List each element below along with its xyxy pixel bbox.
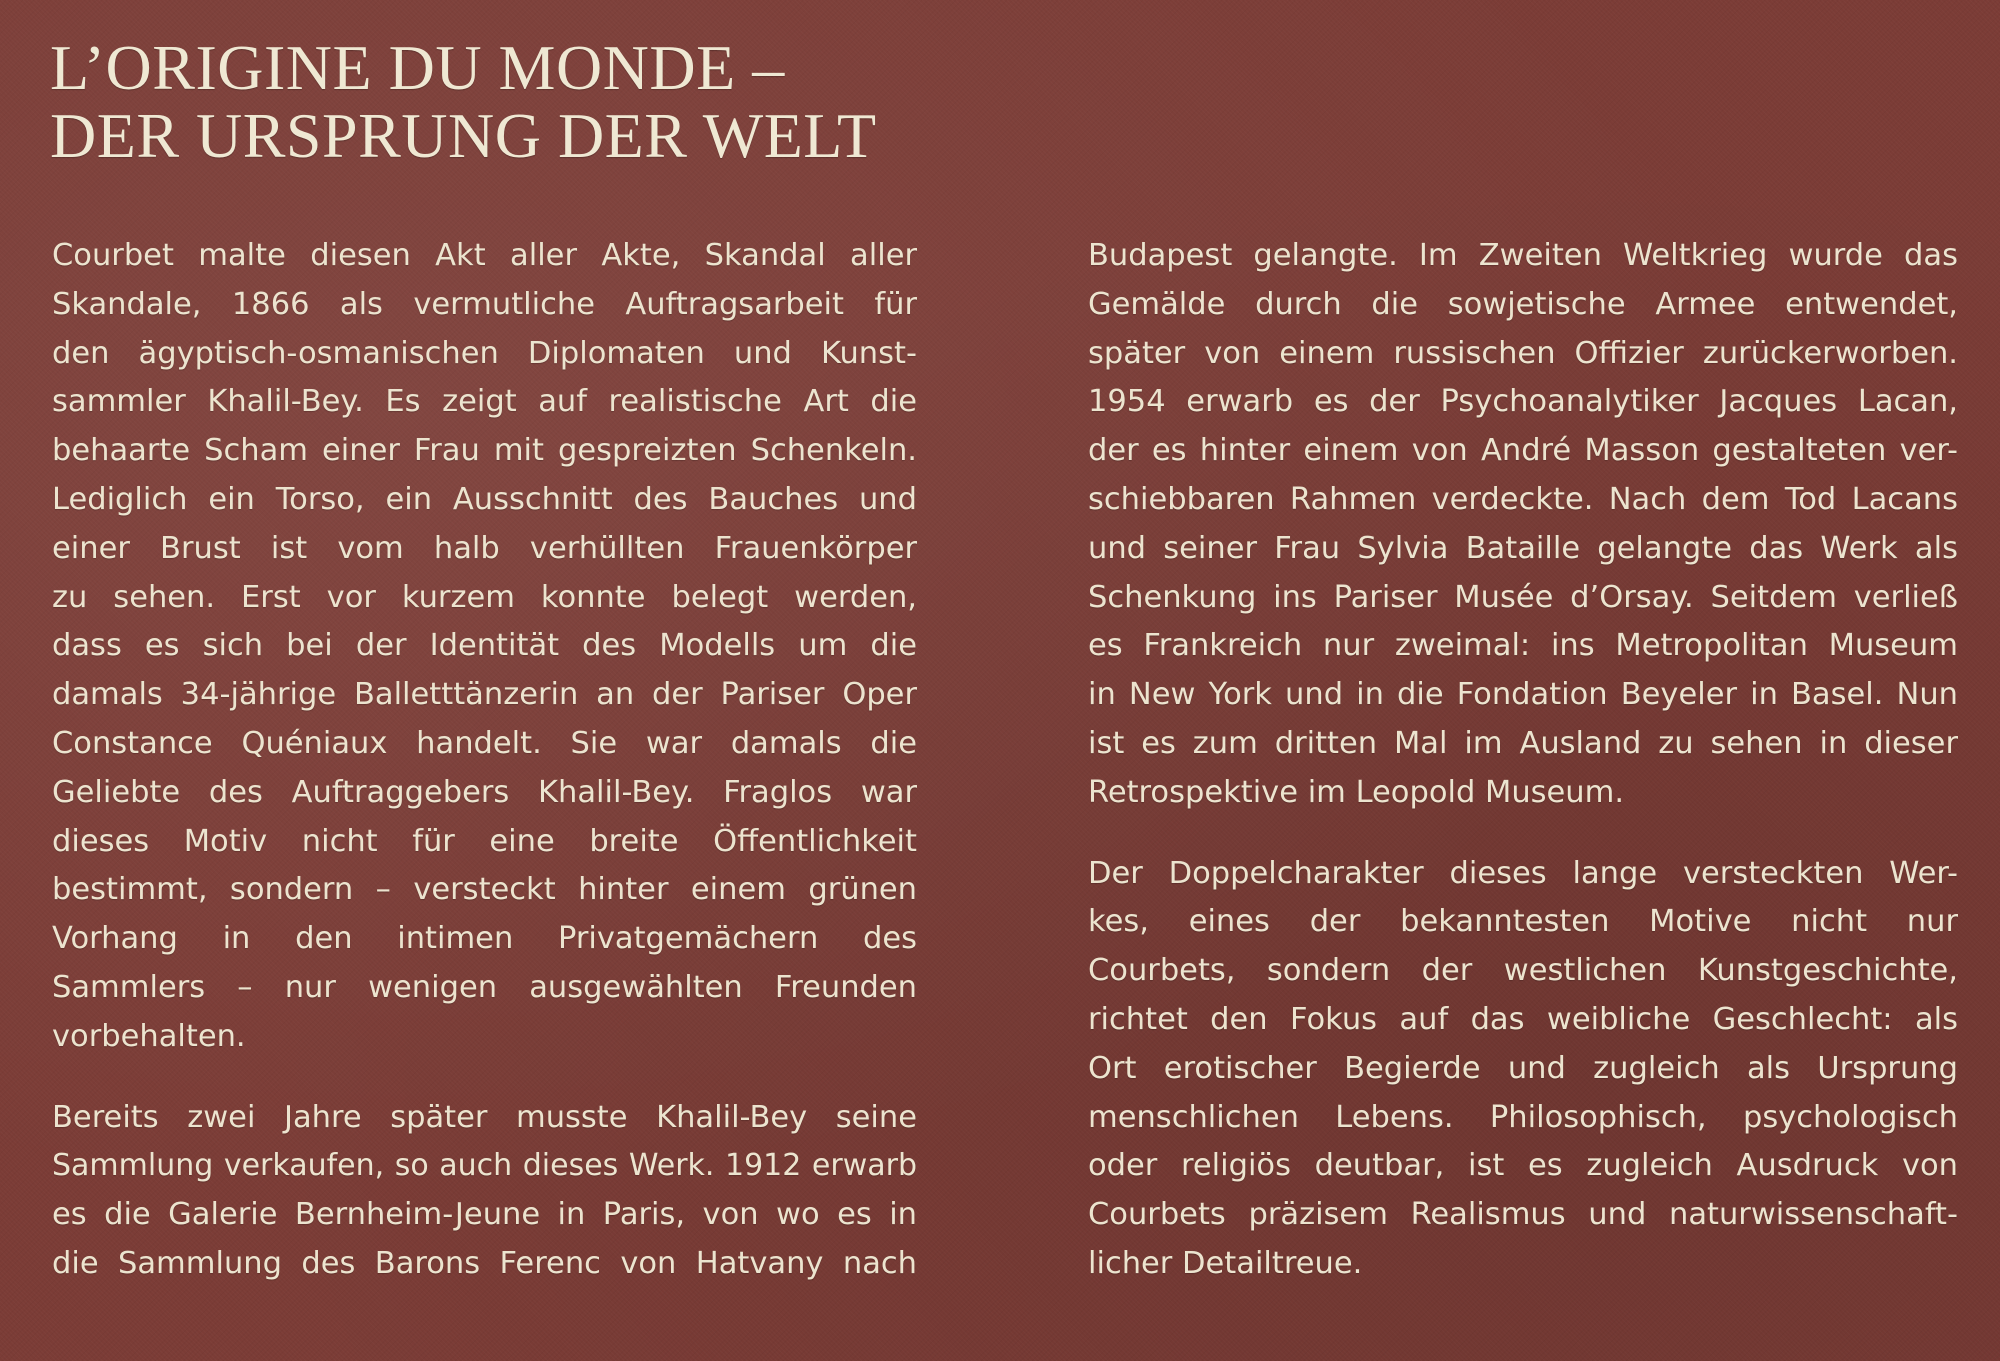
text-line: dass es sich bei der Identität des Modells um die xyxy=(52,628,917,664)
text-line: einer Brust ist vom halb verhüllten Frauenkörper xyxy=(52,530,917,566)
text-line: es die Galerie Bernheim-Jeune in Paris, von wo es in xyxy=(52,1197,917,1233)
title-line-1: L’ORIGINE DU MONDE – xyxy=(50,32,785,103)
right-column xyxy=(1088,232,1958,1321)
text-line: 1954 erwarb es der Psychoanalytiker Jacques Lacan, xyxy=(1088,384,1958,420)
text-line: Schenkung ins Pariser Musée d’Orsay. Seitdem verließ xyxy=(1088,579,1958,615)
text-line: Sammlung verkaufen, so auch dieses Werk. 1912 erwarb xyxy=(52,1148,917,1184)
text-line: licher Detailtreue. xyxy=(1088,1245,1363,1281)
text-line: Der Doppelcharakter dieses lange versteckten Wer- xyxy=(1088,855,1958,891)
text-line: ist es zum dritten Mal im Ausland zu sehen in dieser xyxy=(1088,725,1958,761)
text-line: damals 34-jährige Balletttänzerin an der Pariser Oper xyxy=(52,677,917,713)
panel-title xyxy=(50,34,877,170)
text-line: schiebbaren Rahmen verdeckte. Nach dem Tod Lacans xyxy=(1088,481,1958,517)
text-line: der es hinter einem von André Masson gestalteten ver- xyxy=(1088,433,1958,469)
text-line: Sammlers – nur wenigen ausgewählten Freunden xyxy=(52,969,917,1005)
text-line: und seiner Frau Sylvia Bataille gelangte das Werk als xyxy=(1088,530,1958,566)
title-line-2: DER URSPRUNG DER WELT xyxy=(50,100,877,171)
text-line: dieses Motiv nicht für eine breite Öffentlichkeit xyxy=(52,823,917,859)
text-line: Bereits zwei Jahre später musste Khalil-Bey seine xyxy=(52,1099,917,1135)
text-line: den ägyptisch-osmanischen Diplomaten und Kunst- xyxy=(52,335,917,371)
text-line: Courbets, sondern der westlichen Kunstgeschichte, xyxy=(1088,953,1958,989)
text-line: Lediglich ein Torso, ein Ausschnitt des Bauches und xyxy=(52,481,917,517)
text-line: zu sehen. Erst vor kurzem konnte belegt werden, xyxy=(52,579,917,615)
text-line: in New York und in die Fondation Beyeler in Basel. Nun xyxy=(1088,677,1958,713)
text-line: vorbehalten. xyxy=(52,1018,246,1054)
right-paragraph-1 xyxy=(1088,232,1958,818)
text-line: Skandale, 1866 als vermutliche Auftragsarbeit für xyxy=(52,286,917,322)
text-line: Courbet malte diesen Akt aller Akte, Skandal aller xyxy=(52,238,917,273)
right-paragraph-2 xyxy=(1088,850,1958,1289)
text-line: richtet den Fokus auf das weibliche Geschlecht: als xyxy=(1088,1001,1958,1037)
text-line: menschlichen Lebens. Philosophisch, psychologisch xyxy=(1088,1099,1958,1135)
text-line: sammler Khalil-Bey. Es zeigt auf realistische Art die xyxy=(52,384,917,420)
left-column xyxy=(52,232,917,1321)
text-line: Gemälde durch die sowjetische Armee entwendet, xyxy=(1088,286,1958,322)
text-line: oder religiös deutbar, ist es zugleich Ausdruck von xyxy=(1088,1148,1958,1184)
text-line: Vorhang in den intimen Privatgemächern des xyxy=(52,921,917,957)
text-line: die Sammlung des Barons Ferenc von Hatvany nach xyxy=(52,1245,917,1281)
left-paragraph-1 xyxy=(52,232,917,1062)
left-paragraph-2 xyxy=(52,1094,917,1289)
text-line: Constance Quéniaux handelt. Sie war damals die xyxy=(52,725,917,761)
text-line: Geliebte des Auftraggebers Khalil-Bey. Fraglos war xyxy=(52,774,917,810)
text-line: kes, eines der bekanntesten Motive nicht nur xyxy=(1088,904,1958,940)
text-line: es Frankreich nur zweimal: ins Metropolitan Museum xyxy=(1088,628,1958,664)
text-line: Courbets präzisem Realismus und naturwissenschaft- xyxy=(1088,1197,1958,1233)
text-line: bestimmt, sondern – versteckt hinter einem grünen xyxy=(52,872,917,908)
text-line: Budapest gelangte. Im Zweiten Weltkrieg wurde das xyxy=(1088,238,1958,273)
text-line: Ort erotischer Begierde und zugleich als Ursprung xyxy=(1088,1050,1958,1086)
text-line: später von einem russischen Offizier zurückerworben. xyxy=(1088,335,1958,371)
text-line: behaarte Scham einer Frau mit gespreizten Schenkeln. xyxy=(52,433,917,469)
text-line: Retrospektive im Leopold Museum. xyxy=(1088,774,1625,810)
